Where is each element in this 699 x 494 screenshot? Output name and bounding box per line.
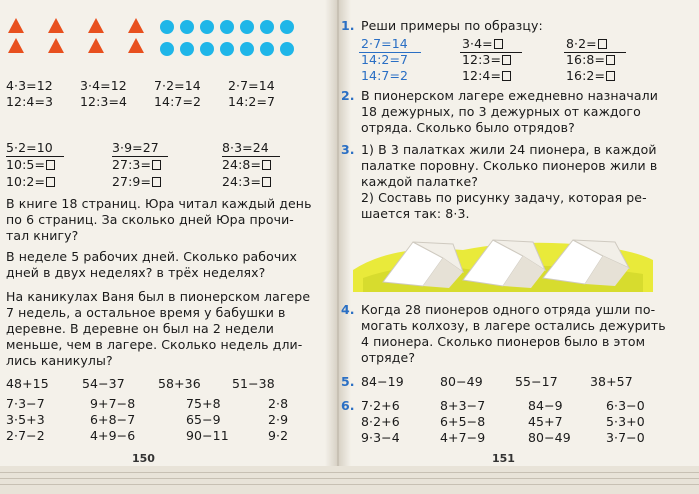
problem-text: 7 недель, а остальное время у бабушки в (6, 305, 286, 320)
dot (220, 20, 234, 34)
expression: 6+5−8 (440, 414, 486, 429)
equation: 4·3=12 (6, 78, 53, 93)
sample-equation: 14:7=2 (361, 68, 409, 83)
task-text: шается так: 8·3. (361, 206, 470, 221)
equation-blank: 16:8= (566, 52, 615, 68)
expression: 75+8 (186, 396, 221, 411)
task-number: 3. (341, 142, 355, 157)
equation-blank: 12:4= (462, 68, 511, 84)
equation-blank: 16:2= (566, 68, 615, 84)
equation-blank: 24:3= (222, 174, 271, 190)
expression: 5·3+0 (606, 414, 645, 429)
dot (200, 20, 214, 34)
task-text: отряда. Сколько было отрядов? (361, 120, 575, 135)
problem-text: меньше, чем в лагере. Сколько недель дли- (6, 337, 303, 352)
expression: 80−49 (528, 430, 571, 445)
dot (280, 20, 294, 34)
equation: 12:3=4 (80, 94, 128, 109)
expression: 7·2+6 (361, 398, 400, 413)
dot (180, 20, 194, 34)
task-text: В пионерском лагере ежедневно назначали (361, 88, 658, 103)
equation: 3·9=27 (112, 140, 159, 155)
task-text: каждой палатке? (361, 174, 478, 189)
problem-text: В книге 18 страниц. Юра читал каждый день (6, 196, 312, 211)
expression: 4+7−9 (440, 430, 486, 445)
tents-illustration (353, 230, 653, 292)
page-number-right: 151 (492, 452, 515, 465)
task-text: Когда 28 пионеров одного отряда ушли по- (361, 302, 656, 317)
task-text: могать колхозу, в лагере остались дежурить (361, 318, 666, 333)
expression: 45+7 (528, 414, 563, 429)
expression: 2·8 (268, 396, 289, 411)
expression: 2·7−2 (6, 428, 45, 443)
expression: 9·2 (268, 428, 289, 443)
task-number: 5. (341, 374, 355, 389)
expression: 58+36 (158, 376, 201, 391)
problem-text: дней в двух неделях? в трёх неделях? (6, 265, 266, 280)
expression: 65−9 (186, 412, 221, 427)
book-gutter (325, 0, 351, 494)
expression: 55−17 (515, 374, 558, 389)
task-text: отряде? (361, 350, 416, 365)
dot (160, 42, 174, 56)
dot (240, 42, 254, 56)
triangle (48, 38, 64, 53)
task-text: 18 дежурных, по 3 дежурных от каждого (361, 104, 641, 119)
expression: 2·9 (268, 412, 289, 427)
task-number: 6. (341, 398, 355, 413)
triangle (88, 38, 104, 53)
task-number: 2. (341, 88, 355, 103)
equation: 14:7=2 (154, 94, 202, 109)
problem-text: лись каникулы? (6, 353, 113, 368)
expression: 3·7−0 (606, 430, 645, 445)
dot (160, 20, 174, 34)
triangle (48, 18, 64, 33)
task-text: 2) Составь по рисунку задачу, которая ре- (361, 190, 647, 205)
equation-blank: 24:8= (222, 157, 271, 173)
page-number-left: 150 (132, 452, 155, 465)
triangle (88, 18, 104, 33)
equation-blank: 27:3= (112, 157, 161, 173)
triangle (128, 38, 144, 53)
expression: 6+8−7 (90, 412, 136, 427)
equation-blank: 10:2= (6, 174, 55, 190)
sample-equation: 2·7=14 (361, 36, 408, 51)
task-number: 4. (341, 302, 355, 317)
dot (220, 42, 234, 56)
tent-2 (463, 240, 545, 288)
problem-text: по 6 страниц. За сколько дней Юра прочи- (6, 212, 294, 227)
equation: 7·2=14 (154, 78, 201, 93)
expression: 54−37 (82, 376, 125, 391)
expression: 38+57 (590, 374, 633, 389)
expression: 48+15 (6, 376, 49, 391)
equation-blank: 27:9= (112, 174, 161, 190)
problem-text: В неделе 5 рабочих дней. Сколько рабочих (6, 249, 298, 264)
task-title: Реши примеры по образцу: (361, 18, 543, 33)
dot (280, 42, 294, 56)
equation: 14:2=7 (228, 94, 276, 109)
dot (200, 42, 214, 56)
problem-text: На каникулах Ваня был в пионерском лагере (6, 289, 311, 304)
sample-equation: 14:2=7 (361, 52, 409, 67)
expression: 9+7−8 (90, 396, 136, 411)
expression: 84−19 (361, 374, 404, 389)
problem-text: тал книгу? (6, 228, 79, 243)
triangle (8, 18, 24, 33)
dot (240, 20, 254, 34)
dot (180, 42, 194, 56)
expression: 8·2+6 (361, 414, 400, 429)
expression: 9·3−4 (361, 430, 400, 445)
equation-blank: 8·2= (566, 36, 607, 52)
expression: 84−9 (528, 398, 563, 413)
equation: 12:4=3 (6, 94, 54, 109)
expression: 8+3−7 (440, 398, 486, 413)
task-text: 1) В 3 палатках жили 24 пионера, в каждой (361, 142, 657, 157)
equation: 2·7=14 (228, 78, 275, 93)
equation-blank: 3·4= (462, 36, 503, 52)
equation-blank: 10:5= (6, 157, 55, 173)
dot (260, 20, 274, 34)
triangle (128, 18, 144, 33)
page-edges (0, 466, 699, 494)
task-text: 4 пионера. Сколько пионеров было в этом (361, 334, 646, 349)
equation: 8·3=24 (222, 140, 269, 155)
expression: 51−38 (232, 376, 275, 391)
expression: 7·3−7 (6, 396, 45, 411)
equation: 3·4=12 (80, 78, 127, 93)
equation-blank: 12:3= (462, 52, 511, 68)
expression: 4+9−6 (90, 428, 136, 443)
dot (260, 42, 274, 56)
expression: 3·5+3 (6, 412, 45, 427)
equation: 5·2=10 (6, 140, 53, 155)
triangle (8, 38, 24, 53)
task-number: 1. (341, 18, 355, 33)
expression: 90−11 (186, 428, 229, 443)
expression: 6·3−0 (606, 398, 645, 413)
task-text: палатке поровну. Сколько пионеров жили в (361, 158, 658, 173)
expression: 80−49 (440, 374, 483, 389)
problem-text: деревне. В деревне он был на 2 недели (6, 321, 274, 336)
